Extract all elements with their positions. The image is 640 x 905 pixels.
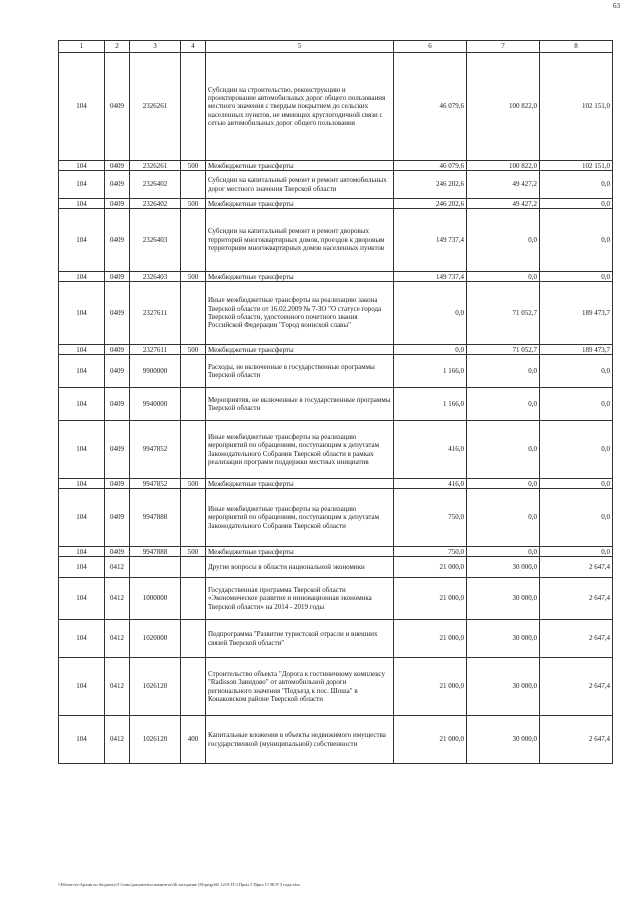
description-cell: Иные межбюджетные трансферты на реализацию закона Тверской области от 16.02.2009 № 7-ЗО "О статусе города Тверской области, удостоенного почетного звания Российской Федерации "Город воинской славы": [206, 282, 394, 345]
target-article-cell: 9947852: [130, 421, 181, 479]
table-row: [59, 53, 613, 161]
column-number-row: [59, 41, 613, 53]
amount-cell: 189 473,7: [540, 345, 613, 355]
table-row: [59, 479, 613, 489]
section-cell: 0412: [105, 557, 130, 578]
expense-type-cell: 500: [181, 547, 206, 557]
code-cell: 104: [59, 272, 105, 282]
amount-cell: 49 427,2: [467, 171, 540, 199]
amount-cell: 21 000,0: [394, 658, 467, 716]
code-cell: 104: [59, 620, 105, 658]
section-cell: 0409: [105, 547, 130, 557]
target-article-cell: 2326402: [130, 199, 181, 209]
table-row: [59, 620, 613, 658]
amount-cell: 0,0: [467, 489, 540, 547]
code-cell: 104: [59, 489, 105, 547]
amount-cell: 71 052,7: [467, 282, 540, 345]
table-row: [59, 282, 613, 345]
code-cell: 104: [59, 199, 105, 209]
amount-cell: 0,0: [540, 171, 613, 199]
description-cell: Субсидии на строительство, реконструкцию и проектирование автомобильных дорог общего пользования местного значения с твердым покрытием до сельских населенных пунктов, не имеющих круглогодичной связи с сетью автомобильных дорог общего пользования: [206, 53, 394, 161]
amount-cell: 1 166,0: [394, 355, 467, 388]
expense-type-cell: [181, 658, 206, 716]
amount-cell: 102 151,0: [540, 53, 613, 161]
code-cell: 104: [59, 282, 105, 345]
expense-type-cell: [181, 620, 206, 658]
amount-cell: 0,0: [540, 479, 613, 489]
amount-cell: 21 000,0: [394, 578, 467, 620]
amount-cell: 0,0: [540, 209, 613, 272]
description-cell: Строительство объекта "Дорога к гостиничному комплексу "Radisson Завидово" от автомобильной дороги регионального значения "Подъезд к пос. Шоша" в Конаковском районе Тверской области: [206, 658, 394, 716]
target-article-cell: 2326261: [130, 161, 181, 171]
table-row: [59, 547, 613, 557]
section-cell: 0409: [105, 282, 130, 345]
amount-cell: 0,0: [467, 209, 540, 272]
expense-type-cell: [181, 388, 206, 421]
expense-type-cell: [181, 355, 206, 388]
table-row: [59, 209, 613, 272]
column-header: 2: [105, 41, 130, 53]
amount-cell: 2 647,4: [540, 578, 613, 620]
expense-type-cell: 500: [181, 272, 206, 282]
amount-cell: 0,0: [540, 421, 613, 479]
expense-type-cell: 400: [181, 716, 206, 764]
amount-cell: 30 000,0: [467, 557, 540, 578]
code-cell: 104: [59, 171, 105, 199]
code-cell: 104: [59, 161, 105, 171]
column-header: 7: [467, 41, 540, 53]
description-cell: Субсидии на капитальный ремонт и ремонт автомобильных дорог местного значения Тверской области: [206, 171, 394, 199]
amount-cell: 100 822,0: [467, 161, 540, 171]
amount-cell: 246 202,6: [394, 199, 467, 209]
expense-type-cell: 500: [181, 161, 206, 171]
code-cell: 104: [59, 557, 105, 578]
column-header: 4: [181, 41, 206, 53]
amount-cell: 100 822,0: [467, 53, 540, 161]
description-cell: Мероприятия, не включенные в государственные программы Тверской области: [206, 388, 394, 421]
table-row: [59, 345, 613, 355]
description-cell: Подпрограмма "Развитие туристской отрасли и внешних связей Тверской области": [206, 620, 394, 658]
target-article-cell: 2326403: [130, 272, 181, 282]
table-row: [59, 716, 613, 764]
target-article-cell: 1026120: [130, 658, 181, 716]
target-article-cell: 9947852: [130, 479, 181, 489]
amount-cell: 71 052,7: [467, 345, 540, 355]
amount-cell: 416,0: [394, 421, 467, 479]
expense-type-cell: [181, 489, 206, 547]
amount-cell: 0,0: [467, 388, 540, 421]
amount-cell: 21 000,0: [394, 620, 467, 658]
amount-cell: 0,0: [540, 272, 613, 282]
amount-cell: 149 737,4: [394, 272, 467, 282]
code-cell: 104: [59, 421, 105, 479]
code-cell: 104: [59, 345, 105, 355]
code-cell: 104: [59, 578, 105, 620]
amount-cell: 0,0: [540, 388, 613, 421]
target-article-cell: 9940000: [130, 388, 181, 421]
section-cell: 0409: [105, 421, 130, 479]
description-cell: Субсидии на капитальный ремонт и ремонт дворовых территорий многоквартирных домов, проездов к дворовым территориям многоквартирных домов населенных пунктов: [206, 209, 394, 272]
expense-type-cell: [181, 282, 206, 345]
description-cell: Межбюджетные трансферты: [206, 547, 394, 557]
column-header: 1: [59, 41, 105, 53]
amount-cell: 30 000,0: [467, 658, 540, 716]
expense-type-cell: [181, 171, 206, 199]
expense-type-cell: 500: [181, 479, 206, 489]
section-cell: 0409: [105, 161, 130, 171]
amount-cell: 0,0: [540, 489, 613, 547]
amount-cell: 750,0: [394, 489, 467, 547]
code-cell: 104: [59, 658, 105, 716]
footer-file-path: \\Fileserver\Архив по бюджету\5 Семь\документы комитета\46 заседание (9)\prigr46\ 1219-П-3 Прил 5 Прил 11 ВСР 3 года.xlsx: [58, 882, 301, 887]
section-cell: 0412: [105, 578, 130, 620]
amount-cell: 416,0: [394, 479, 467, 489]
amount-cell: 46 079,6: [394, 161, 467, 171]
code-cell: 104: [59, 209, 105, 272]
code-cell: 104: [59, 53, 105, 161]
target-article-cell: [130, 557, 181, 578]
description-cell: Другие вопросы в области национальной экономики: [206, 557, 394, 578]
section-cell: 0409: [105, 345, 130, 355]
amount-cell: 0,0: [394, 345, 467, 355]
target-article-cell: 2326261: [130, 53, 181, 161]
target-article-cell: 1020000: [130, 620, 181, 658]
amount-cell: 30 000,0: [467, 716, 540, 764]
amount-cell: 46 079,6: [394, 53, 467, 161]
description-cell: Межбюджетные трансферты: [206, 161, 394, 171]
target-article-cell: 1026120: [130, 716, 181, 764]
section-cell: 0412: [105, 620, 130, 658]
section-cell: 0409: [105, 272, 130, 282]
table-row: [59, 388, 613, 421]
amount-cell: 149 737,4: [394, 209, 467, 272]
column-header: 8: [540, 41, 613, 53]
section-cell: 0412: [105, 716, 130, 764]
amount-cell: 2 647,4: [540, 557, 613, 578]
column-header: 6: [394, 41, 467, 53]
table-row: [59, 578, 613, 620]
table-row: [59, 658, 613, 716]
amount-cell: 0,0: [467, 479, 540, 489]
amount-cell: 0,0: [467, 421, 540, 479]
amount-cell: 49 427,2: [467, 199, 540, 209]
table-row: [59, 171, 613, 199]
description-cell: Расходы, не включенные в государственные программы Тверской области: [206, 355, 394, 388]
target-article-cell: 9947888: [130, 547, 181, 557]
target-article-cell: 2327611: [130, 345, 181, 355]
amount-cell: 2 647,4: [540, 620, 613, 658]
amount-cell: 30 000,0: [467, 578, 540, 620]
target-article-cell: 9900000: [130, 355, 181, 388]
code-cell: 104: [59, 716, 105, 764]
table-row: [59, 421, 613, 479]
table-row: [59, 557, 613, 578]
table-row: [59, 161, 613, 171]
amount-cell: 0,0: [540, 199, 613, 209]
amount-cell: 30 000,0: [467, 620, 540, 658]
section-cell: 0409: [105, 388, 130, 421]
description-cell: Иные межбюджетные трансферты на реализацию мероприятий по обращениям, поступающим к депутатам Законодательного Собрания Тверской области в рамках реализации программ поддержки местных инициатив: [206, 421, 394, 479]
description-cell: Государственная программа Тверской области «Экономическое развитие и инновационная экономика Тверской области» на 2014 - 2019 годы: [206, 578, 394, 620]
page-number: 63: [613, 2, 620, 10]
section-cell: 0409: [105, 489, 130, 547]
amount-cell: 0,0: [467, 272, 540, 282]
amount-cell: 1 166,0: [394, 388, 467, 421]
target-article-cell: 2326403: [130, 209, 181, 272]
expense-type-cell: 500: [181, 199, 206, 209]
section-cell: 0409: [105, 479, 130, 489]
amount-cell: 0,0: [467, 547, 540, 557]
section-cell: 0409: [105, 355, 130, 388]
amount-cell: 2 647,4: [540, 658, 613, 716]
expense-type-cell: [181, 557, 206, 578]
target-article-cell: 9947888: [130, 489, 181, 547]
section-cell: 0409: [105, 53, 130, 161]
code-cell: 104: [59, 547, 105, 557]
section-cell: 0409: [105, 199, 130, 209]
amount-cell: 0,0: [467, 355, 540, 388]
code-cell: 104: [59, 355, 105, 388]
column-header: 3: [130, 41, 181, 53]
code-cell: 104: [59, 479, 105, 489]
code-cell: 104: [59, 388, 105, 421]
target-article-cell: 2326402: [130, 171, 181, 199]
table-row: [59, 489, 613, 547]
table-row: [59, 355, 613, 388]
description-cell: Иные межбюджетные трансферты на реализацию мероприятий по обращениям, поступающим к депутатам Законодательного Собрания Тверской области: [206, 489, 394, 547]
amount-cell: 21 000,0: [394, 557, 467, 578]
amount-cell: 21 000,0: [394, 716, 467, 764]
amount-cell: 246 202,6: [394, 171, 467, 199]
expense-type-cell: [181, 578, 206, 620]
section-cell: 0412: [105, 658, 130, 716]
amount-cell: 0,0: [540, 547, 613, 557]
target-article-cell: 2327611: [130, 282, 181, 345]
budget-table: [58, 40, 613, 764]
table-row: [59, 272, 613, 282]
description-cell: Межбюджетные трансферты: [206, 479, 394, 489]
target-article-cell: 1000000: [130, 578, 181, 620]
amount-cell: 2 647,4: [540, 716, 613, 764]
expense-type-cell: [181, 209, 206, 272]
description-cell: Межбюджетные трансферты: [206, 345, 394, 355]
section-cell: 0409: [105, 209, 130, 272]
amount-cell: 102 151,0: [540, 161, 613, 171]
amount-cell: 189 473,7: [540, 282, 613, 345]
expense-type-cell: [181, 421, 206, 479]
column-header: 5: [206, 41, 394, 53]
description-cell: Межбюджетные трансферты: [206, 272, 394, 282]
amount-cell: 0,0: [540, 355, 613, 388]
description-cell: Межбюджетные трансферты: [206, 199, 394, 209]
section-cell: 0409: [105, 171, 130, 199]
table-row: [59, 199, 613, 209]
description-cell: Капитальные вложения в объекты недвижимого имущества государственной (муниципальной) собственности: [206, 716, 394, 764]
amount-cell: 750,0: [394, 547, 467, 557]
expense-type-cell: 500: [181, 345, 206, 355]
expense-type-cell: [181, 53, 206, 161]
amount-cell: 0,0: [394, 282, 467, 345]
